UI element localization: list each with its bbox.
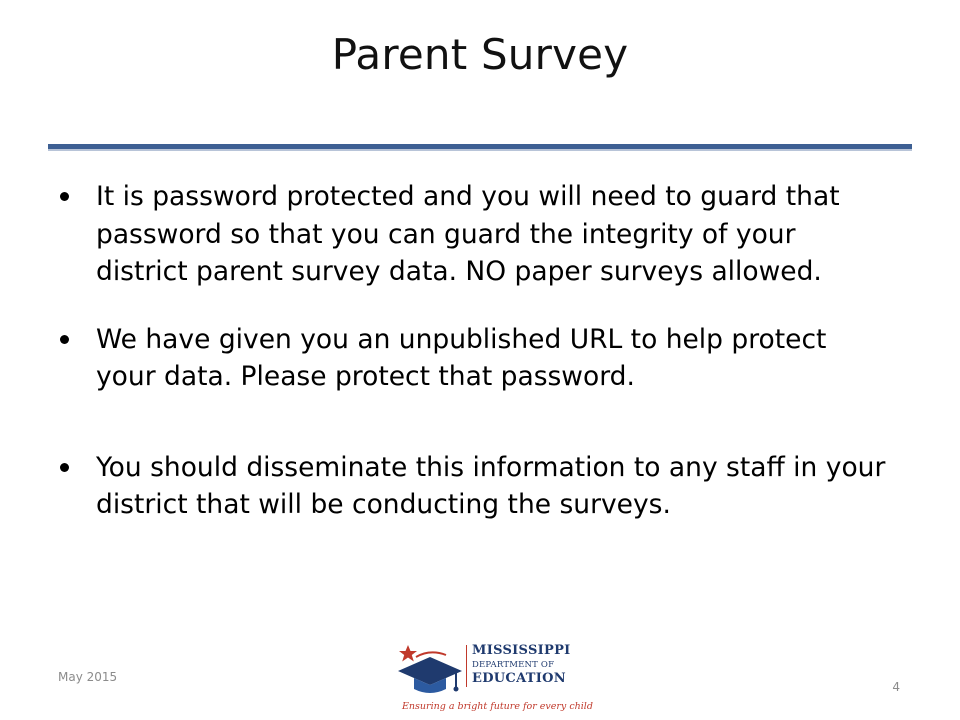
page-number: 4 xyxy=(892,680,900,694)
logo-org-line2: DEPARTMENT OF xyxy=(472,660,555,670)
bullet-dot-icon xyxy=(60,463,69,472)
bullet-item xyxy=(60,321,890,396)
bullet-list xyxy=(60,178,890,524)
logo-org-line3: EDUCATION xyxy=(472,671,566,686)
footer-date: May 2015 xyxy=(58,670,118,684)
bullet-item xyxy=(60,178,890,291)
logo-tagline: Ensuring a bright future for every child xyxy=(402,701,593,712)
bullet-dot-icon xyxy=(60,335,69,344)
slide-title: Parent Survey xyxy=(331,30,629,79)
bullet-text: It is password protected and you will need to guard that password so that you can guard the integrity of your district parent survey data. NO paper surveys allowed. xyxy=(96,181,840,287)
logo-separator xyxy=(466,645,467,687)
bullet-item xyxy=(60,449,890,524)
bullet-text: We have given you an unpublished URL to help protect your data. Please protect that password. xyxy=(96,323,827,392)
title-divider xyxy=(48,144,912,149)
graduation-cap-star-icon xyxy=(390,641,470,699)
mde-logo xyxy=(390,641,593,715)
logo-org-line1: MISSISSIPPI xyxy=(472,643,571,658)
bullet-text: You should disseminate this information to any staff in your district that will be conducting the surveys. xyxy=(96,451,886,520)
bullet-dot-icon xyxy=(60,192,69,201)
